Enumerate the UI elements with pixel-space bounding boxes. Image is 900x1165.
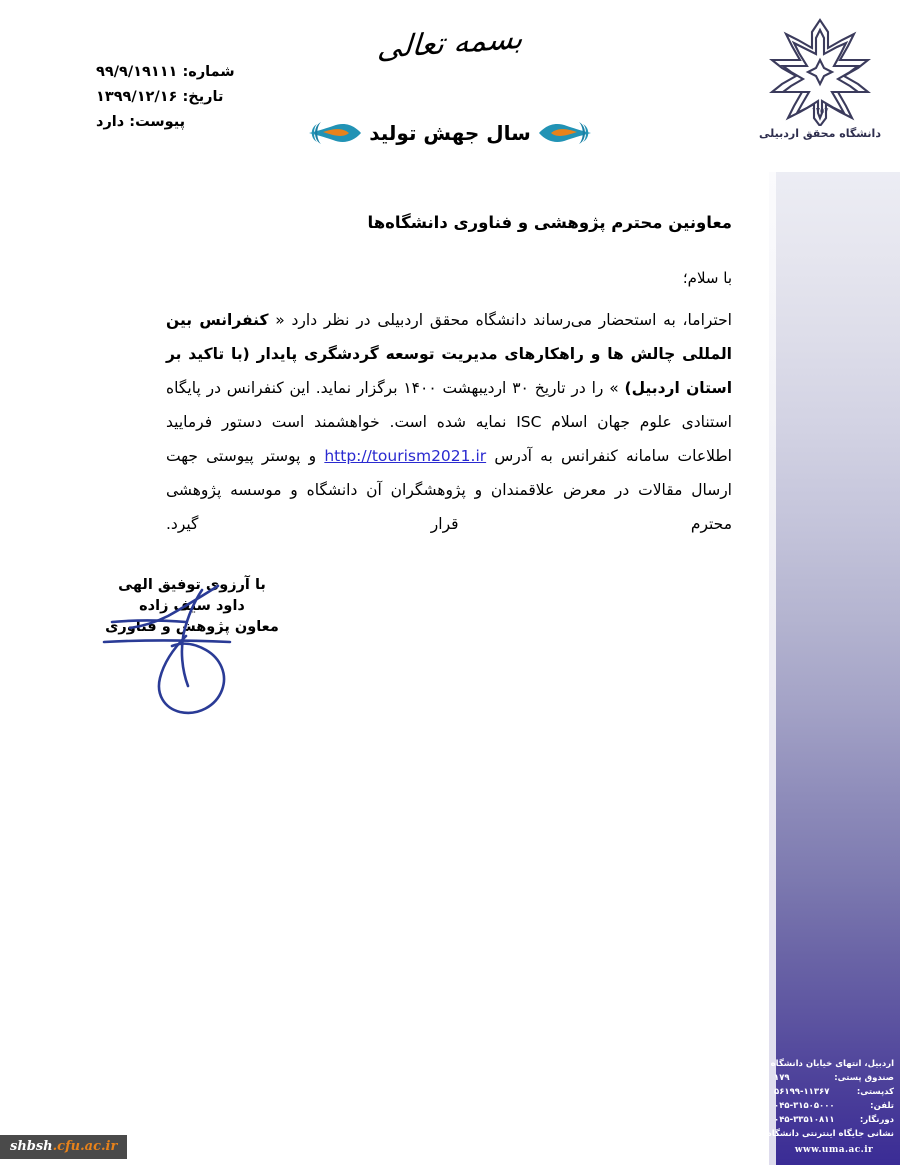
meta-label-attachment: پیوست: [129,114,186,130]
footer-website[interactable]: www.uma.ac.ir [794,1145,874,1155]
sidebar-band-edge [769,172,776,1165]
body-part-1: احتراما، به استحضار می‌رساند دانشگاه محقق اردبیلی در نظر دارد « [268,311,732,329]
footer-fax [774,1113,894,1127]
meta-value-date: ۱۳۹۹/۱۲/۱۶ [96,89,178,105]
body-part-3: و پوستر پیوستی جهت ارسال مقالات در معرض علاقمندان و پژوهشگران آن دانشگاه و موسسه پژوهشی محترم قرار گیرد. [166,447,732,533]
footer-address: اردبیل، انتهای خیابان دانشگاه [770,1059,894,1069]
letter-meta [96,60,296,135]
footer-contact-panel [766,1057,894,1157]
university-star-emblem-icon [768,14,872,126]
logo-caption: دانشگاه محقق اردبیلی [759,127,881,140]
footer-fax-value: ۰۴۵-۳۳۵۱۰۸۱۱ [774,1115,835,1125]
signature-block [102,575,282,638]
meta-label-number: شماره: [182,64,235,80]
source-watermark [0,1135,127,1159]
signature-name: داود سیف زاده [139,598,245,614]
signature-title: معاون پژوهش و فناوری [105,619,279,635]
letter-body [166,303,732,541]
letter-addressee: معاونین محترم پژوهشی و فناوری دانشگاه‌ها [367,213,732,232]
conference-website-link[interactable]: http://tourism2021.ir [324,447,487,465]
footer-postal-code-value: ۵۶۱۹۹-۱۱۳۶۷ [774,1087,830,1097]
watermark-primary: shbsh [10,1139,53,1154]
meta-row-date [96,85,296,110]
footer-phone [774,1099,894,1113]
footer-po-box-label: صندوق پستی: [834,1073,894,1083]
sidebar-gradient-band [766,172,900,1165]
conference-title: کنفرانس بین المللی چالش ها و راهکارهای مدیریت توسعه گردشگری پایدار (با تاکید بر استان اردبیل) [166,311,733,397]
signature-closing: با آرزوی توفیق الهی [118,577,266,593]
meta-value-number: ۹۹/۹/۱۹۱۱۱ [96,64,178,80]
slogan-text: سال جهش تولید [369,121,531,145]
decorative-flourish-right-icon [307,118,363,148]
footer-website-label: نشانی جایگاه اینترنتی دانشگاه [766,1129,894,1139]
body-part-2: » را در تاریخ ۳۰ اردیبهشت ۱۴۰۰ برگزار نماید. این کنفرانس در پایگاه استنادی علوم جهان اسلام ISC نمایه شده است. خواهشمند است دستور فرمایید اطلاعات سامانه کنفرانس به آدرس [166,379,732,465]
footer-po-box [774,1071,894,1085]
meta-row-attachment [96,110,296,135]
footer-phone-value: ۰۴۵-۳۱۵۰۵۰۰۰ [774,1101,835,1111]
watermark-secondary: .cfu.ac.ir [52,1139,118,1154]
decorative-flourish-left-icon [537,118,593,148]
logo-founded-year: ۱۳۵۷ [811,106,829,115]
meta-label-date: تاریخ: [182,89,224,105]
basmala-text: بسمه تعالی [376,21,524,66]
letter-greeting: با سلام؛ [682,269,732,287]
meta-row-number [96,60,296,85]
footer-fax-label: دورنگار: [859,1115,894,1125]
footer-postal-code-label: کدپستی: [856,1087,894,1097]
footer-po-box-value: ۱۷۹ [774,1073,790,1083]
meta-value-attachment: دارد [96,114,125,130]
footer-postal-code [774,1085,894,1099]
footer-phone-label: تلفن: [870,1101,894,1111]
